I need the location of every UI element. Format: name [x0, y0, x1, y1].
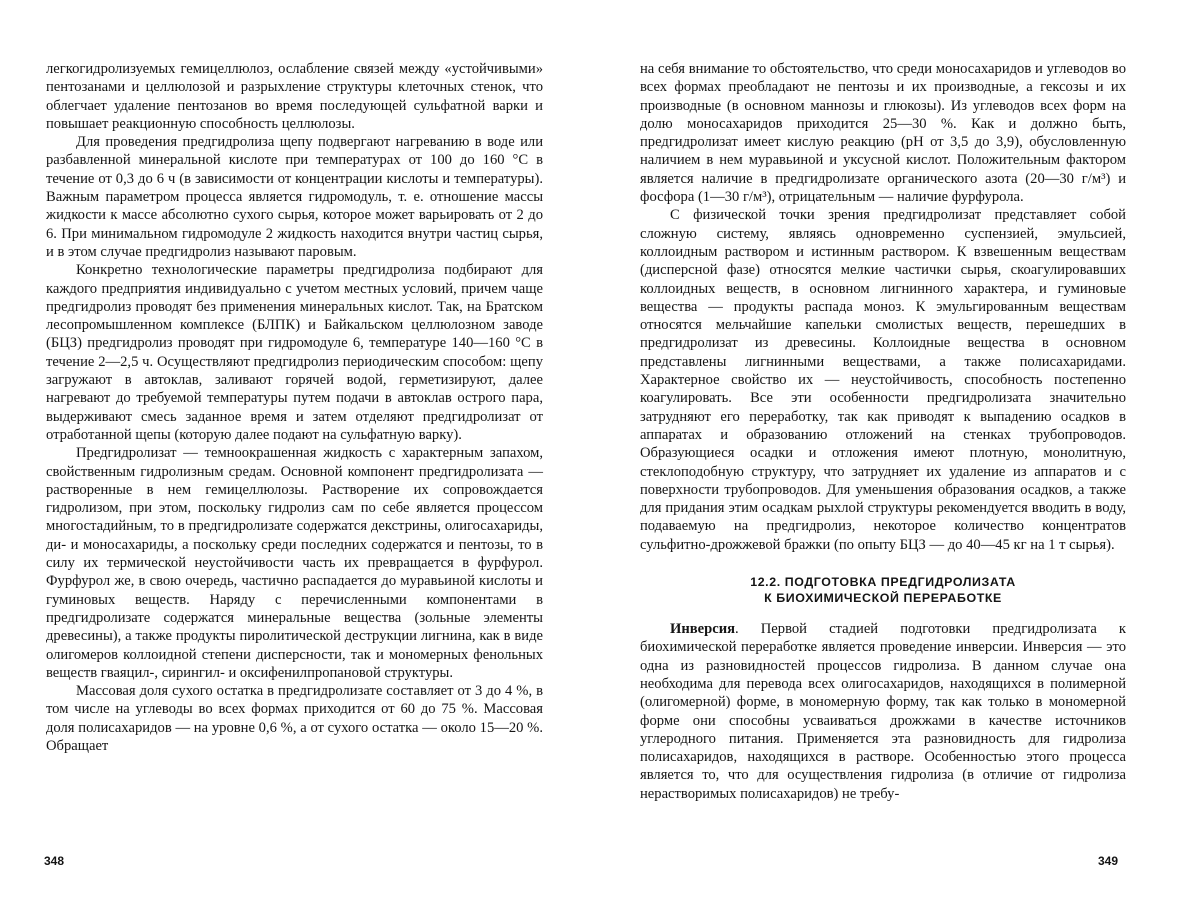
section-heading	[640, 574, 1126, 606]
paragraph: Для проведения предгидролиза щепу подвергают нагреванию в воде или разбавленной минеральной кислоте при температурах от 100 до 160 °С в течение от 0,3 до 6 ч (в зависимости от концентрации кислоты и температуры). Важным параметром процесса является гидромодуль, т. е. отношение массы жидкости к массе абсолютно сухого сырья, которое может варьировать от 2 до 6. При минимальном гидромодуле 2 жидкость находится внутри частиц сырья, и в этом случае предгидролиз называют паровым.	[46, 134, 543, 260]
page-number: 348	[44, 854, 65, 868]
right-text-column	[640, 60, 1126, 803]
paragraph	[640, 620, 1126, 803]
paragraph: на себя внимание то обстоятельство, что среди моносахаридов и углеводов во всех формах преобладают не пентозы и их производные, а гексозы и их производные (в основном маннозы и глюкозы). Из углеводов всех форм на долю моносахаридов приходится 25—30 %. Как и должно быть, предгидролизат имеет кислую реакцию (рН от 3,5 до 3,9), обусловленную наличием в нем муравьиной и уксусной кислот. Положительным фактором является наличие в предгидролизате органического азота (20—30 г/м³) и фосфора (1—30 г/м³), отрицательным — наличие фурфурола.	[640, 61, 1126, 206]
page-number: 349	[1098, 854, 1119, 868]
paragraph: легкогидролизуемых гемицеллюлоз, ослабление связей между «устойчивыми» пентозанами и целлюлозой и разрыхление структуры клеточных стенок, что облегчает удаление пентозанов во время последующей сульфатной варки и повышает реакционную способность целлюлозы.	[46, 61, 543, 132]
paragraph: Массовая доля сухого остатка в предгидролизате составляет от 3 до 4 %, в том числе на углеводы во всех формах приходится от 60 до 75 %. Массовая доля полисахаридов — на уровне 0,6 %, а от сухого остатка — около 15—20 %. Обращает	[46, 683, 543, 754]
section-heading-line: 12.2. ПОДГОТОВКА ПРЕДГИДРОЛИЗАТА	[750, 575, 1016, 590]
section-heading-line: К БИОХИМИЧЕСКОЙ ПЕРЕРАБОТКЕ	[764, 591, 1002, 606]
paragraph: С физической точки зрения предгидролизат представляет собой сложную систему, являясь одновременно суспензией, эмульсией, коллоидным раствором и истинным раствором. К взвешенным веществам (дисперсной фазе) относятся мелкие частички сырья, скоагулировавших коллоидных веществ, в основном лигнинного характера, и гуминовые вещества — продукты распада моноз. К эмульгированным веществам относятся мельчайшие капельки смолистых веществ, перешедших в предгидролизат из древесины. Коллоидные вещества в основном представлены лигнинными веществами, а также полисахаридами. Характерное свойство их — неустойчивость, способность постепенно коагулировать. Все эти особенности предгидролизата значительно затрудняют его переработку, так как приводят к выпадению осадков в аппаратах и образованию отложений на стенках трубопроводов. Образующиеся осадки и отложения имеют плотную, монолитную, стеклоподобную структуру, что затрудняет их удаление из аппаратов и с поверхности трубопроводов. Для уменьшения образования осадков, а также для придания этим осадкам рыхлой структуры рекомендуется вводить в воду, подаваемую на предгидролиз, некоторое количество концентратов сульфитно-дрожжевой бражки (по опыту БЦЗ — до 40—45 кг на 1 т сырья).	[640, 207, 1126, 553]
runin-term: Инверсия	[670, 621, 736, 638]
left-text-column	[46, 60, 543, 755]
paragraph: Предгидролизат — темноокрашенная жидкость с характерным запахом, свойственным гидролизным средам. Основной компонент предгидролизата — растворенные в нем гемицеллюлозы. Растворение их сопровождается гидролизом, при этом, поскольку гидролиз сам по себе является процессом многостадийным, то в предгидролизате содержатся декстрины, олигосахариды, ди- и моносахариды, а поскольку среди последних содержатся и пентозы, то в силу их термической неустойчивости часть их превращается в фурфурол. Фурфурол же, в свою очередь, частично распадается до муравьиной кислоты и гуминовых веществ. Наряду с перечисленными компонентами в предгидролизате содержатся минеральные вещества (зольные элементы древесины), а также продукты пиролитической деструкции лигнина, как в виде олигомеров коллоидной степени дисперсности, так и мономерных фенольных веществ гваяцил-, сирингил- и оксифенилпропановой структуры.	[46, 445, 543, 681]
paragraph: Конкретно технологические параметры предгидролиза подбирают для каждого предприятия индивидуально с учетом местных условий, причем чаще предгидролиз проводят без применения минеральных кислот. Так, на Братском лесопромышленном комплексе (БЛПК) и Байкальском целлюлозном заводе (БЦЗ) предгидролиз проводят при гидромодуле 6, температуре 140—160 °С в течение 2—2,5 ч. Осуществляют предгидролиз периодическим способом: щепу загружают в автоклав, заливают горячей водой, герметизируют, далее нагревают до требуемой температуры путем подачи в автоклав острого пара, выдерживают смесь заданное время и затем отделяют предгидролизат от отработанной щепы (которую далее подают на сульфатную варку).	[46, 262, 543, 443]
paragraph-text: . Первой стадией подготовки предгидролизата к биохимической переработке является проведение инверсии. Инверсия — это одна из разновидностей процессов гидролиза. В данном случае она необходима для перевода всех олигосахаридов, находящихся в полимерной (олигомерной) форме, в мономерную форму, так как только в мономерной форме они способны усваиваться дрожжами в качестве источников углеродного питания. Применяется эта разновидность для гидролиза полисахаридов, находящихся в растворе. Особенностью этого процесса является то, что для осуществления гидролиза (в отличие от гидролиза нерастворимых полисахаридов) не требу-	[640, 621, 1126, 802]
right-page	[600, 0, 1200, 916]
